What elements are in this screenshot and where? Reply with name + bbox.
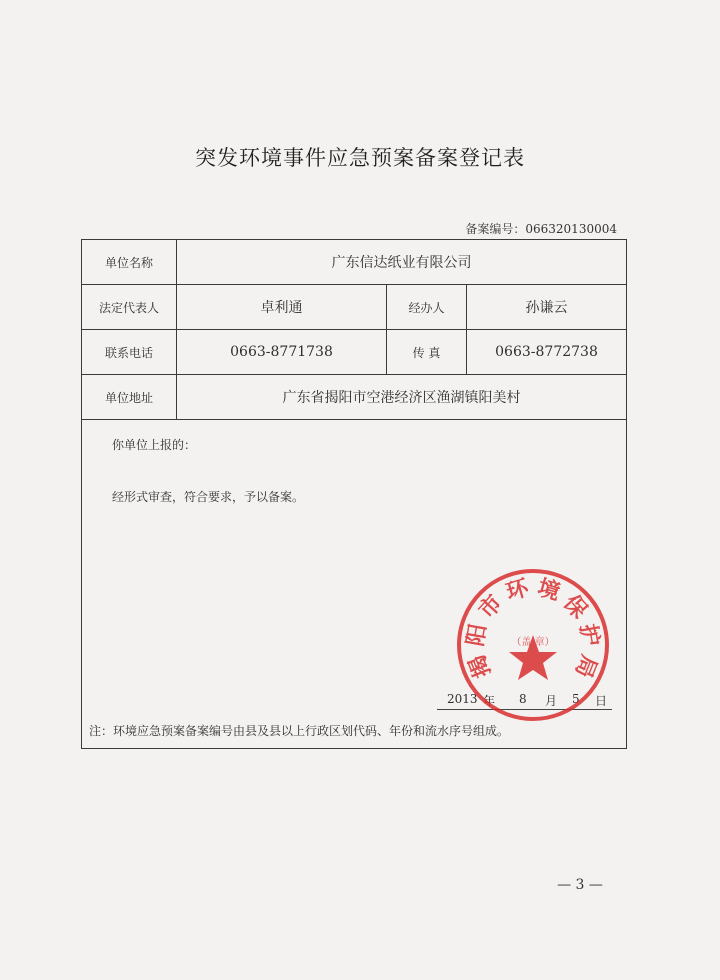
phone-label: 联系电话 <box>82 330 177 375</box>
date-day: 5 <box>572 692 580 706</box>
handler-value: 孙谦云 <box>467 285 627 330</box>
svg-text:揭: 揭 <box>464 651 497 682</box>
date-month: 8 <box>519 692 527 706</box>
date-year-unit: 年 <box>483 694 496 708</box>
svg-text:局: 局 <box>569 651 602 682</box>
unit-name-row <box>82 240 627 285</box>
representative-row <box>82 285 627 330</box>
document-title: 突发环境事件应急预案备案登记表 <box>195 146 525 170</box>
fax-label: 传 真 <box>387 330 467 375</box>
legal-rep-label: 法定代表人 <box>82 285 177 330</box>
svg-text:境: 境 <box>534 575 563 606</box>
date-month-unit: 月 <box>545 694 558 708</box>
page-number: — 3 — <box>557 877 603 893</box>
handler-label: 经办人 <box>387 285 467 330</box>
record-number: 备案编号：066320130004 <box>465 222 617 236</box>
fax-value: 0663-8772738 <box>467 330 627 375</box>
date-day-unit: 日 <box>595 694 608 708</box>
svg-text:保: 保 <box>558 590 592 624</box>
svg-text:（盖 章）: （盖 章） <box>511 637 555 648</box>
svg-text:环: 环 <box>503 575 532 606</box>
svg-text:市: 市 <box>474 590 508 624</box>
svg-text:阳: 阳 <box>463 622 492 649</box>
address-label: 单位地址 <box>82 375 177 420</box>
official-seal <box>453 565 613 725</box>
unit-name-value: 广东信达纸业有限公司 <box>177 240 627 285</box>
legal-rep-value: 卓利通 <box>177 285 387 330</box>
phone-value: 0663-8771738 <box>177 330 387 375</box>
address-value: 广东省揭阳市空港经济区渔湖镇阳美村 <box>177 375 627 420</box>
reply-text: 你单位上报的： <box>112 438 197 452</box>
footnote: 注：环境应急预案备案编号由县及县以上行政区划代码、年份和流水序号组成。 <box>89 724 510 738</box>
svg-text:护: 护 <box>574 622 603 649</box>
review-result-text: 经形式审查，符合要求，予以备案。 <box>112 490 305 504</box>
date-year: 2013 <box>447 692 478 706</box>
address-row <box>82 375 627 420</box>
unit-name-label: 单位名称 <box>82 240 177 285</box>
contact-row <box>82 330 627 375</box>
